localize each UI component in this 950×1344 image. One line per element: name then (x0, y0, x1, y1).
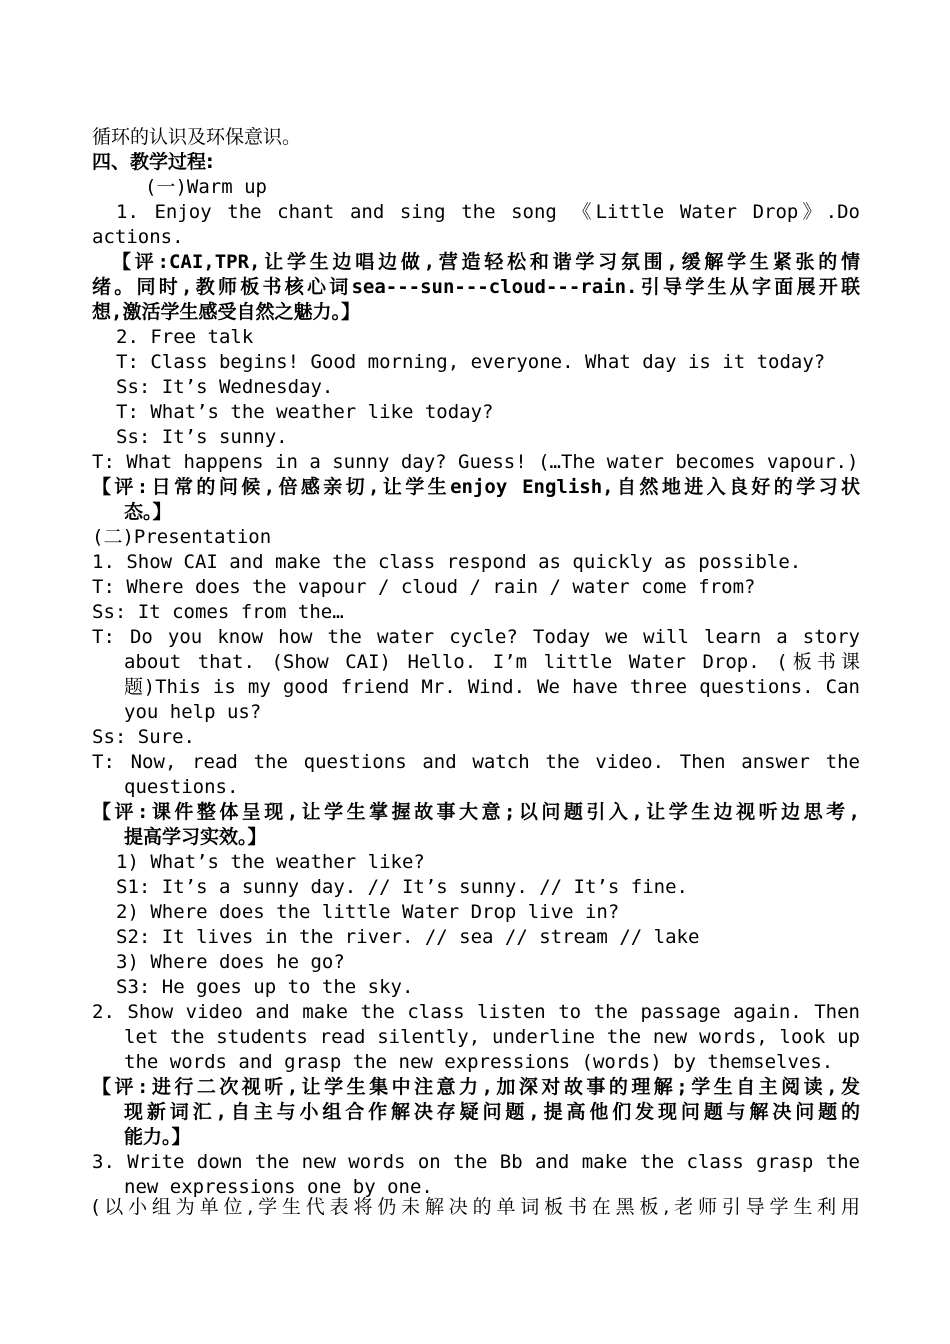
dialogue-line: you help us? (124, 701, 262, 723)
section-heading: 四、教学过程: (92, 151, 214, 173)
paragraph-line: 1. Enjoy the chant and sing the song 《Little Water Drop》.Do (116, 201, 860, 223)
dialogue-line: about that. (Show CAI) Hello. I’m little Water Drop. (板书课 (124, 651, 860, 673)
comment-line: 绪。同时,教师板书核心词sea---sun---cloud---rain.引导学生从字面展开联 (92, 276, 860, 298)
comment-line: 现新词汇,自主与小组合作解决存疑问题,提高他们发现问题与解决问题的 (124, 1101, 860, 1123)
paragraph-line: 2. Show video and make the class listen to the passage again. Then (92, 1001, 860, 1023)
dialogue-line: T: What happens in a sunny day? Guess! (…The water becomes vapour.) (92, 451, 859, 473)
subsection-heading: (一)Warm up (145, 176, 267, 198)
dialogue-line: T: Now, read the questions and watch the video. Then answer the (92, 751, 860, 773)
dialogue-line: T: Where does the vapour / cloud / rain / water come from? (92, 576, 756, 598)
subheading: 2. Free talk (116, 326, 254, 348)
paragraph-line: the words and grasp the new expressions (words) by themselves. (124, 1051, 834, 1073)
answer-line: S3: He goes up to the sky. (116, 976, 414, 998)
comment-line: 【评:CAI,TPR,让学生边唱边做,营造轻松和谐学习氛围,缓解学生紧张的情 (112, 251, 860, 273)
paragraph-line: (以小组为单位,学生代表将仍未解决的单词板书在黑板,老师引导学生利用 (92, 1196, 860, 1218)
dialogue-line: questions. (124, 776, 239, 798)
comment-line: 【评:日常的问候,倍感亲切,让学生enjoy English,自然地进入良好的学习状 (92, 476, 860, 498)
intro-line: 循环的认识及环保意识。 (92, 126, 302, 148)
subsection-heading: (二)Presentation (92, 526, 272, 548)
comment-line: 态。】 (124, 501, 172, 523)
answer-line: S1: It’s a sunny day. // It’s sunny. // It’s fine. (116, 876, 688, 898)
dialogue-line: Ss: Sure. (92, 726, 195, 748)
answer-line: S2: It lives in the river. // sea // stream // lake (116, 926, 700, 948)
comment-line: 能力。】 (124, 1126, 191, 1148)
paragraph-line: 1. Show CAI and make the class respond as quickly as possible. (92, 551, 802, 573)
comment-line: 【评:进行二次视听,让学生集中注意力,加深对故事的理解;学生自主阅读,发 (92, 1076, 860, 1098)
dialogue-line: Ss: It’s Wednesday. (116, 376, 334, 398)
paragraph-line: actions. (92, 226, 184, 248)
dialogue-line: Ss: It comes from the… (92, 601, 344, 623)
dialogue-line: 题)This is my good friend Mr. Wind. We have three questions. Can (124, 676, 860, 698)
question-line: 1) What’s the weather like? (116, 851, 425, 873)
dialogue-line: T: Do you know how the water cycle? Today we will learn a story (92, 626, 860, 648)
paragraph-line: 3. Write down the new words on the Bb and make the class grasp the (92, 1151, 860, 1173)
question-line: 2) Where does the little Water Drop live in? (116, 901, 620, 923)
question-line: 3) Where does he go? (116, 951, 345, 973)
dialogue-line: T: Class begins! Good morning, everyone. What day is it today? (116, 351, 826, 373)
comment-line: 【评:课件整体呈现,让学生掌握故事大意;以问题引入,让学生边视听边思考, (92, 801, 860, 823)
paragraph-line: new expressions one by one. (124, 1176, 433, 1198)
comment-line: 想,激活学生感受自然之魅力。】 (92, 301, 360, 323)
dialogue-line: Ss: It’s sunny. (116, 426, 288, 448)
comment-line: 提高学习实效。】 (124, 826, 267, 848)
dialogue-line: T: What’s the weather like today? (116, 401, 494, 423)
paragraph-line: let the students read silently, underline the new words, look up (124, 1026, 860, 1048)
